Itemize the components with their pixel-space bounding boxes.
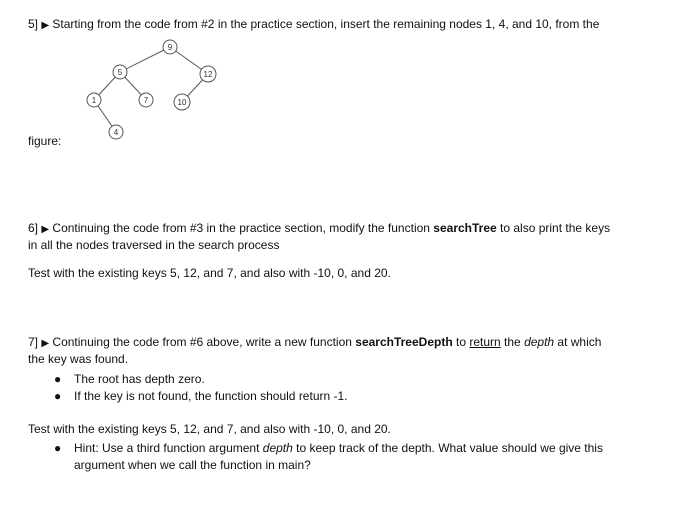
bullet-icon: ● [54,389,62,403]
q7-hint-depth: depth [262,441,293,455]
q7-text-b: to [452,335,470,349]
q7-return-word: return [469,335,501,349]
q7-hint-b: to keep track of the depth. What value should we give this [292,441,603,455]
tree-node-4 [109,125,123,139]
q5-line-1 [28,16,599,34]
q7-text-a: Continuing the code from #6 above, write a new function [52,335,356,349]
q5-text: Starting from the code from #2 in the practice section, insert the remaining nodes 1, 4, and 10, from the [52,17,600,31]
tree-node-12 [200,66,216,82]
tree-edge [120,47,170,72]
q6-text-b: to also print the keys [496,221,611,235]
q7-test: Test with the existing keys 5, 12, and 7, and also with -10, 0, and 20. [28,422,391,436]
tree-node-5 [113,65,127,79]
q5-figure-label: figure: [28,134,62,148]
q7-hint-a: Hint: Use a third function argument [74,441,263,455]
svg-text:7: 7 [143,96,149,105]
triangle-icon: ▶ [41,224,50,235]
q7-line-1 [28,334,601,352]
q7-text-c: the [500,335,525,349]
triangle-icon: ▶ [41,20,50,31]
svg-text:4: 4 [113,128,119,137]
tree-node-9 [163,40,177,54]
q7-depth-word: depth [524,335,555,349]
q6-line-2: in all the nodes traversed in the search process [28,238,280,252]
q7-bullet-2-text: If the key is not found, the function should return -1. [74,389,348,403]
tree-node-10 [174,94,190,110]
triangle-icon: ▶ [41,338,50,349]
tree-node-7 [139,93,153,107]
q6-function-name: searchTree [433,221,497,235]
bullet-icon: ● [54,372,62,386]
q7-line-2: the key was found. [28,352,129,366]
q6-number: 6] [28,221,39,235]
svg-text:10: 10 [177,98,187,107]
q6-line-1 [28,220,610,238]
q6-text-a: Continuing the code from #3 in the practice section, modify the function [52,221,434,235]
q7-hint [54,440,603,457]
q7-text-d: at which [554,335,602,349]
bullet-icon: ● [54,441,62,455]
q7-number: 7] [28,335,39,349]
svg-text:12: 12 [203,70,213,79]
tree-node-1 [87,93,101,107]
q6-test: Test with the existing keys 5, 12, and 7, and also with -10, 0, and 20. [28,266,391,280]
q7-function-name: searchTreeDepth [355,335,453,349]
q7-hint-line-2: argument when we call the function in main? [74,458,311,472]
binary-tree-figure [80,36,230,146]
svg-text:1: 1 [91,96,97,105]
svg-text:5: 5 [117,68,123,77]
q5-number: 5] [28,17,39,31]
q7-bullet-2 [54,388,348,405]
q7-bullet-1 [54,371,205,388]
svg-text:9: 9 [167,43,173,52]
q7-bullet-1-text: The root has depth zero. [74,372,205,386]
